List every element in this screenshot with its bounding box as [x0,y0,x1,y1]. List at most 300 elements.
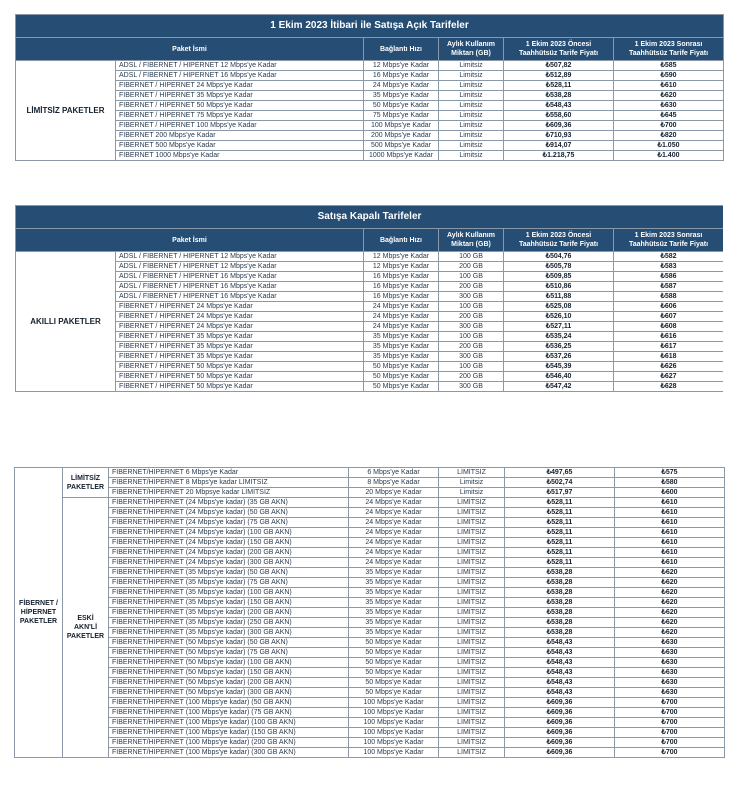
old-price-cell: ₺548,43 [505,678,615,688]
new-price-cell: ₺582 [614,252,724,262]
table-row [16,111,724,121]
table-row [15,728,725,738]
speed-cell: 50 Mbps'ye Kadar [364,362,439,372]
new-price-cell: ₺610 [615,538,725,548]
speed-cell: 24 Mbps'ye Kadar [349,518,439,528]
package-name-cell: FİBERNET/HİPERNET (50 Mbps'ye kadar) (100 GB AKN) [109,658,349,668]
table-row [16,342,724,352]
table-row [15,678,725,688]
old-price-cell: ₺710,93 [504,131,614,141]
old-price-cell: ₺538,28 [505,598,615,608]
speed-cell: 1000 Mbps'ye Kadar [364,151,439,161]
speed-cell: 50 Mbps'ye Kadar [349,678,439,688]
speed-cell: 500 Mbps'ye Kadar [364,141,439,151]
quota-cell: LİMİTSİZ [439,658,505,668]
table-row [16,382,724,392]
package-name-cell: FİBERNET / HİPERNET 24 Mbps'ye Kadar [116,322,364,332]
speed-cell: 100 Mbps'ye Kadar [349,738,439,748]
header-quota: Aylık Kullanım Miktarı (GB) [439,38,504,61]
old-price-cell: ₺538,28 [505,568,615,578]
old-price-cell: ₺502,74 [505,478,615,488]
table-row [15,638,725,648]
speed-cell: 75 Mbps'ye Kadar [364,111,439,121]
package-name-cell: FİBERNET / HİPERNET 24 Mbps'ye Kadar [116,302,364,312]
quota-cell: LİMİTSİZ [439,568,505,578]
new-price-cell: ₺600 [615,488,725,498]
speed-cell: 24 Mbps'ye Kadar [364,312,439,322]
table-row [16,362,724,372]
speed-cell: 50 Mbps'ye Kadar [364,372,439,382]
new-price-cell: ₺616 [614,332,724,342]
table-row [16,332,724,342]
speed-cell: 35 Mbps'ye Kadar [364,332,439,342]
new-price-cell: ₺700 [615,728,725,738]
speed-cell: 100 Mbps'ye Kadar [349,708,439,718]
table-row [15,558,725,568]
quota-cell: 100 GB [439,332,504,342]
package-name-cell: FİBERNET 500 Mbps'ye Kadar [116,141,364,151]
new-price-cell: ₺1.050 [614,141,724,151]
old-price-cell: ₺528,11 [505,518,615,528]
new-price-cell: ₺630 [615,648,725,658]
speed-cell: 16 Mbps'ye Kadar [364,282,439,292]
quota-cell: LİMİTSİZ [439,698,505,708]
new-price-cell: ₺610 [615,548,725,558]
new-price-cell: ₺620 [615,598,725,608]
open-tariffs-title: 1 Ekim 2023 İtibari ile Satışa Açık Tarifeler [16,15,724,38]
table-row [15,628,725,638]
table-row [16,61,724,71]
old-price-cell: ₺528,11 [505,548,615,558]
table-row [16,252,724,262]
quota-cell: Limitsiz [439,131,504,141]
quota-cell: LİMİTSİZ [439,688,505,698]
table-row [15,568,725,578]
package-name-cell: FİBERNET/HİPERNET (24 Mbps'ye kadar) (300 GB AKN) [109,558,349,568]
quota-cell: LİMİTSİZ [439,678,505,688]
speed-cell: 24 Mbps'ye Kadar [349,508,439,518]
old-price-cell: ₺504,76 [504,252,614,262]
old-price-cell: ₺548,43 [505,658,615,668]
package-name-cell: ADSL / FİBERNET / HİPERNET 16 Mbps'ye Kadar [116,71,364,81]
new-price-cell: ₺630 [615,688,725,698]
package-name-cell: FİBERNET/HİPERNET (35 Mbps'ye kadar) (100 GB AKN) [109,588,349,598]
table-row [15,598,725,608]
old-price-cell: ₺548,43 [505,638,615,648]
speed-cell: 50 Mbps'ye Kadar [364,382,439,392]
package-name-cell: FİBERNET / HİPERNET 35 Mbps'ye Kadar [116,342,364,352]
quota-cell: LİMİTSİZ [439,498,505,508]
package-name-cell: ADSL / FİBERNET / HİPERNET 16 Mbps'ye Kadar [116,292,364,302]
speed-cell: 50 Mbps'ye Kadar [349,638,439,648]
speed-cell: 50 Mbps'ye Kadar [349,668,439,678]
new-price-cell: ₺700 [615,698,725,708]
old-price-cell: ₺1.218,75 [504,151,614,161]
speed-cell: 100 Mbps'ye Kadar [349,718,439,728]
speed-cell: 200 Mbps'ye Kadar [364,131,439,141]
old-price-cell: ₺538,28 [505,588,615,598]
quota-cell: LİMİTSİZ [439,588,505,598]
new-price-cell: ₺620 [615,568,725,578]
old-price-cell: ₺558,60 [504,111,614,121]
package-name-cell: FİBERNET/HİPERNET (24 Mbps'ye kadar) (35 GB AKN) [109,498,349,508]
package-name-cell: FİBERNET/HİPERNET (35 Mbps'ye kadar) (250 GB AKN) [109,618,349,628]
table-row [16,131,724,141]
quota-cell: 300 GB [439,292,504,302]
quota-cell: Limitsiz [439,478,505,488]
header-speed: Bağlantı Hızı [364,229,439,252]
closed-tariffs-title: Satışa Kapalı Tarifeler [16,206,724,229]
quota-cell: LİMİTSİZ [439,618,505,628]
table-row [16,151,724,161]
quota-cell: Limitsiz [439,121,504,131]
old-price-cell: ₺538,28 [505,608,615,618]
quota-cell: LİMİTSİZ [439,668,505,678]
old-price-cell: ₺538,28 [505,578,615,588]
fibernet-hipernet-table [14,467,725,758]
old-price-cell: ₺510,86 [504,282,614,292]
old-price-cell: ₺526,10 [504,312,614,322]
table-row [16,91,724,101]
old-price-cell: ₺547,42 [504,382,614,392]
open-tariffs-table [15,14,724,161]
header-old-price: 1 Ekim 2023 Öncesi Taahhütsüz Tarife Fiyatı [504,38,614,61]
table-row [16,302,724,312]
new-price-cell: ₺585 [614,61,724,71]
new-price-cell: ₺700 [615,718,725,728]
table-row [16,262,724,272]
quota-cell: LİMİTSİZ [439,738,505,748]
old-price-cell: ₺509,85 [504,272,614,282]
package-name-cell: FİBERNET/HİPERNET (100 Mbps'ye kadar) (75 GB AKN) [109,708,349,718]
new-price-cell: ₺700 [614,121,724,131]
quota-cell: Limitsiz [439,101,504,111]
new-price-cell: ₺630 [615,668,725,678]
quota-cell: LİMİTSİZ [439,748,505,758]
quota-cell: LİMİTSİZ [439,628,505,638]
package-name-cell: FİBERNET / HİPERNET 100 Mbps'ye Kadar [116,121,364,131]
speed-cell: 6 Mbps'ye Kadar [349,468,439,478]
package-name-cell: FİBERNET / HİPERNET 50 Mbps'ye Kadar [116,382,364,392]
table-row [15,498,725,508]
group-label: FİBERNET / HİPERNET PAKETLER [15,468,63,758]
table-row [16,372,724,382]
new-price-cell: ₺630 [615,658,725,668]
new-price-cell: ₺627 [614,372,724,382]
package-name-cell: FİBERNET/HİPERNET (24 Mbps'ye kadar) (150 GB AKN) [109,538,349,548]
package-name-cell: FİBERNET / HİPERNET 50 Mbps'ye Kadar [116,362,364,372]
old-price-cell: ₺497,65 [505,468,615,478]
package-name-cell: FİBERNET / HİPERNET 24 Mbps'ye Kadar [116,312,364,322]
package-name-cell: FİBERNET/HİPERNET (24 Mbps'ye kadar) (200 GB AKN) [109,548,349,558]
old-price-cell: ₺538,28 [505,628,615,638]
quota-cell: LİMİTSİZ [439,578,505,588]
quota-cell: LİMİTSİZ [439,598,505,608]
table-row [15,548,725,558]
speed-cell: 16 Mbps'ye Kadar [364,292,439,302]
new-price-cell: ₺645 [614,111,724,121]
table-row [15,658,725,668]
new-price-cell: ₺820 [614,131,724,141]
quota-cell: LİMİTSİZ [439,718,505,728]
new-price-cell: ₺700 [615,708,725,718]
fibernet-hipernet-panel [14,467,724,758]
old-price-cell: ₺511,88 [504,292,614,302]
speed-cell: 24 Mbps'ye Kadar [364,302,439,312]
speed-cell: 12 Mbps'ye Kadar [364,252,439,262]
closed-tariffs-table [15,205,723,392]
new-price-cell: ₺630 [615,638,725,648]
table-row [15,688,725,698]
new-price-cell: ₺620 [615,618,725,628]
new-price-cell: ₺610 [615,528,725,538]
table-row [16,71,724,81]
quota-cell: LİMİTSİZ [439,558,505,568]
new-price-cell: ₺700 [615,748,725,758]
speed-cell: 24 Mbps'ye Kadar [349,498,439,508]
quota-cell: 100 GB [439,362,504,372]
table-row [15,528,725,538]
table-row [16,121,724,131]
table-row [16,282,724,292]
header-old-price: 1 Ekim 2023 Öncesi Taahhütsüz Tarife Fiyatı [504,229,614,252]
header-new-price: 1 Ekim 2023 Sonrası Taahhütsüz Tarife Fiyatı [614,38,724,61]
table-row [15,698,725,708]
old-price-cell: ₺527,11 [504,322,614,332]
package-name-cell: FİBERNET/HİPERNET (100 Mbps'ye kadar) (150 GB AKN) [109,728,349,738]
speed-cell: 35 Mbps'ye Kadar [349,588,439,598]
quota-cell: Limitsiz [439,81,504,91]
quota-cell: Limitsiz [439,488,505,498]
table-row [15,588,725,598]
old-price-cell: ₺609,36 [505,738,615,748]
speed-cell: 24 Mbps'ye Kadar [349,548,439,558]
new-price-cell: ₺620 [615,608,725,618]
package-name-cell: FİBERNET / HİPERNET 50 Mbps'ye Kadar [116,372,364,382]
package-name-cell: FİBERNET/HİPERNET (35 Mbps'ye kadar) (150 GB AKN) [109,598,349,608]
package-name-cell: FİBERNET / HİPERNET 24 Mbps'ye Kadar [116,81,364,91]
quota-cell: Limitsiz [439,91,504,101]
new-price-cell: ₺606 [614,302,724,312]
speed-cell: 35 Mbps'ye Kadar [349,578,439,588]
package-name-cell: FİBERNET 200 Mbps'ye Kadar [116,131,364,141]
new-price-cell: ₺620 [615,578,725,588]
table-row [15,538,725,548]
speed-cell: 16 Mbps'ye Kadar [364,272,439,282]
quota-cell: 200 GB [439,262,504,272]
speed-cell: 100 Mbps'ye Kadar [364,121,439,131]
old-price-cell: ₺538,28 [504,91,614,101]
quota-cell: Limitsiz [439,151,504,161]
new-price-cell: ₺607 [614,312,724,322]
quota-cell: 200 GB [439,372,504,382]
quota-cell: LİMİTSİZ [439,468,505,478]
old-price-cell: ₺535,24 [504,332,614,342]
table-row [15,648,725,658]
speed-cell: 12 Mbps'ye Kadar [364,61,439,71]
quota-cell: 300 GB [439,352,504,362]
package-name-cell: FİBERNET/HİPERNET (50 Mbps'ye kadar) (200 GB AKN) [109,678,349,688]
new-price-cell: ₺628 [614,382,724,392]
new-price-cell: ₺588 [614,292,724,302]
new-price-cell: ₺587 [614,282,724,292]
header-new-price: 1 Ekim 2023 Sonrası Taahhütsüz Tarife Fiyatı [614,229,724,252]
new-price-cell: ₺626 [614,362,724,372]
old-price-cell: ₺507,82 [504,61,614,71]
package-name-cell: FİBERNET/HİPERNET (50 Mbps'ye kadar) (50 GB AKN) [109,638,349,648]
package-name-cell: FİBERNET / HİPERNET 75 Mbps'ye Kadar [116,111,364,121]
speed-cell: 24 Mbps'ye Kadar [349,538,439,548]
old-price-cell: ₺528,11 [504,81,614,91]
quota-cell: LİMİTSİZ [439,638,505,648]
new-price-cell: ₺608 [614,322,724,332]
new-price-cell: ₺700 [615,738,725,748]
old-price-cell: ₺548,43 [505,648,615,658]
quota-cell: LİMİTSİZ [439,518,505,528]
old-price-cell: ₺538,28 [505,618,615,628]
table-row [15,668,725,678]
quota-cell: LİMİTSİZ [439,548,505,558]
new-price-cell: ₺620 [614,91,724,101]
new-price-cell: ₺575 [615,468,725,478]
old-price-cell: ₺609,36 [505,728,615,738]
quota-cell: 100 GB [439,272,504,282]
header-quota: Aylık Kullanım Miktarı (GB) [439,229,504,252]
old-price-cell: ₺512,89 [504,71,614,81]
package-name-cell: FİBERNET/HİPERNET (24 Mbps'ye kadar) (50 GB AKN) [109,508,349,518]
speed-cell: 24 Mbps'ye Kadar [349,558,439,568]
open-tariffs-panel [15,14,723,161]
old-price-cell: ₺517,97 [505,488,615,498]
package-name-cell: FİBERNET/HİPERNET 8 Mbps'ye kadar LİMİTSİZ [109,478,349,488]
package-name-cell: FİBERNET/HİPERNET (24 Mbps'ye kadar) (100 GB AKN) [109,528,349,538]
new-price-cell: ₺617 [614,342,724,352]
speed-cell: 50 Mbps'ye Kadar [349,688,439,698]
table-row [16,101,724,111]
table-row [15,468,725,478]
package-name-cell: FİBERNET/HİPERNET (50 Mbps'ye kadar) (75 GB AKN) [109,648,349,658]
quota-cell: 300 GB [439,382,504,392]
old-price-cell: ₺548,43 [505,668,615,678]
table-row [16,141,724,151]
new-price-cell: ₺580 [615,478,725,488]
package-name-cell: FİBERNET/HİPERNET (24 Mbps'ye kadar) (75 GB AKN) [109,518,349,528]
quota-cell: LİMİTSİZ [439,608,505,618]
group-label: LİMİTSİZ PAKETLER [16,61,116,161]
speed-cell: 24 Mbps'ye Kadar [364,81,439,91]
quota-cell: Limitsiz [439,61,504,71]
speed-cell: 35 Mbps'ye Kadar [364,91,439,101]
package-name-cell: FİBERNET/HİPERNET (100 Mbps'ye kadar) (50 GB AKN) [109,698,349,708]
package-name-cell: ADSL / FİBERNET / HİPERNET 12 Mbps'ye Kadar [116,252,364,262]
quota-cell: Limitsiz [439,71,504,81]
quota-cell: LİMİTSİZ [439,708,505,718]
old-price-cell: ₺914,07 [504,141,614,151]
new-price-cell: ₺586 [614,272,724,282]
table-row [15,718,725,728]
header-speed: Bağlantı Hızı [364,38,439,61]
old-price-cell: ₺525,08 [504,302,614,312]
old-price-cell: ₺528,11 [505,538,615,548]
old-price-cell: ₺548,43 [505,688,615,698]
header-package-name: Paket İsmi [16,229,364,252]
package-name-cell: FİBERNET/HİPERNET (50 Mbps'ye kadar) (300 GB AKN) [109,688,349,698]
speed-cell: 35 Mbps'ye Kadar [349,628,439,638]
package-name-cell: FİBERNET / HİPERNET 35 Mbps'ye Kadar [116,352,364,362]
quota-cell: LİMİTSİZ [439,508,505,518]
package-name-cell: ADSL / FİBERNET / HİPERNET 16 Mbps'ye Kadar [116,272,364,282]
speed-cell: 35 Mbps'ye Kadar [349,608,439,618]
new-price-cell: ₺618 [614,352,724,362]
speed-cell: 50 Mbps'ye Kadar [349,658,439,668]
quota-cell: 200 GB [439,342,504,352]
quota-cell: 300 GB [439,322,504,332]
new-price-cell: ₺583 [614,262,724,272]
speed-cell: 35 Mbps'ye Kadar [349,568,439,578]
table-row [15,748,725,758]
quota-cell: LİMİTSİZ [439,538,505,548]
table-row [15,518,725,528]
old-price-cell: ₺609,36 [505,748,615,758]
package-name-cell: FİBERNET/HİPERNET (100 Mbps'ye kadar) (300 GB AKN) [109,748,349,758]
package-name-cell: ADSL / FİBERNET / HİPERNET 12 Mbps'ye Kadar [116,262,364,272]
table-row [16,352,724,362]
table-row [16,322,724,332]
quota-cell: 200 GB [439,312,504,322]
package-name-cell: ADSL / FİBERNET / HİPERNET 12 Mbps'ye Kadar [116,61,364,71]
table-row [15,708,725,718]
new-price-cell: ₺610 [615,558,725,568]
speed-cell: 20 Mbps'ye Kadar [349,488,439,498]
speed-cell: 35 Mbps'ye Kadar [364,342,439,352]
table-row [15,478,725,488]
speed-cell: 12 Mbps'ye Kadar [364,262,439,272]
quota-cell: 100 GB [439,302,504,312]
package-name-cell: FİBERNET 1000 Mbps'ye Kadar [116,151,364,161]
package-name-cell: FİBERNET/HİPERNET (35 Mbps'ye kadar) (200 GB AKN) [109,608,349,618]
quota-cell: 100 GB [439,252,504,262]
new-price-cell: ₺1.400 [614,151,724,161]
quota-cell: LİMİTSİZ [439,728,505,738]
package-name-cell: FİBERNET/HİPERNET 6 Mbps'ye Kadar [109,468,349,478]
new-price-cell: ₺610 [614,81,724,91]
table-row [15,578,725,588]
new-price-cell: ₺620 [615,628,725,638]
table-row [15,608,725,618]
old-price-cell: ₺528,11 [505,498,615,508]
table-row [15,738,725,748]
speed-cell: 16 Mbps'ye Kadar [364,71,439,81]
table-row [15,618,725,628]
speed-cell: 24 Mbps'ye Kadar [349,528,439,538]
header-package-name: Paket İsmi [16,38,364,61]
package-name-cell: FİBERNET/HİPERNET 20 Mbpsye kadar LİMİTSİZ [109,488,349,498]
new-price-cell: ₺590 [614,71,724,81]
package-name-cell: FİBERNET / HİPERNET 35 Mbps'ye Kadar [116,91,364,101]
speed-cell: 50 Mbps'ye Kadar [364,101,439,111]
speed-cell: 100 Mbps'ye Kadar [349,748,439,758]
package-name-cell: FİBERNET / HİPERNET 50 Mbps'ye Kadar [116,101,364,111]
old-price-cell: ₺528,11 [505,528,615,538]
subgroup-label: ESKİ AKN'Lİ PAKETLER [63,498,109,758]
old-price-cell: ₺609,36 [505,698,615,708]
speed-cell: 35 Mbps'ye Kadar [364,352,439,362]
package-name-cell: FİBERNET/HİPERNET (35 Mbps'ye kadar) (300 GB AKN) [109,628,349,638]
table-row [15,488,725,498]
package-name-cell: ADSL / FİBERNET / HİPERNET 16 Mbps'ye Kadar [116,282,364,292]
old-price-cell: ₺546,40 [504,372,614,382]
package-name-cell: FİBERNET/HİPERNET (100 Mbps'ye kadar) (200 GB AKN) [109,738,349,748]
